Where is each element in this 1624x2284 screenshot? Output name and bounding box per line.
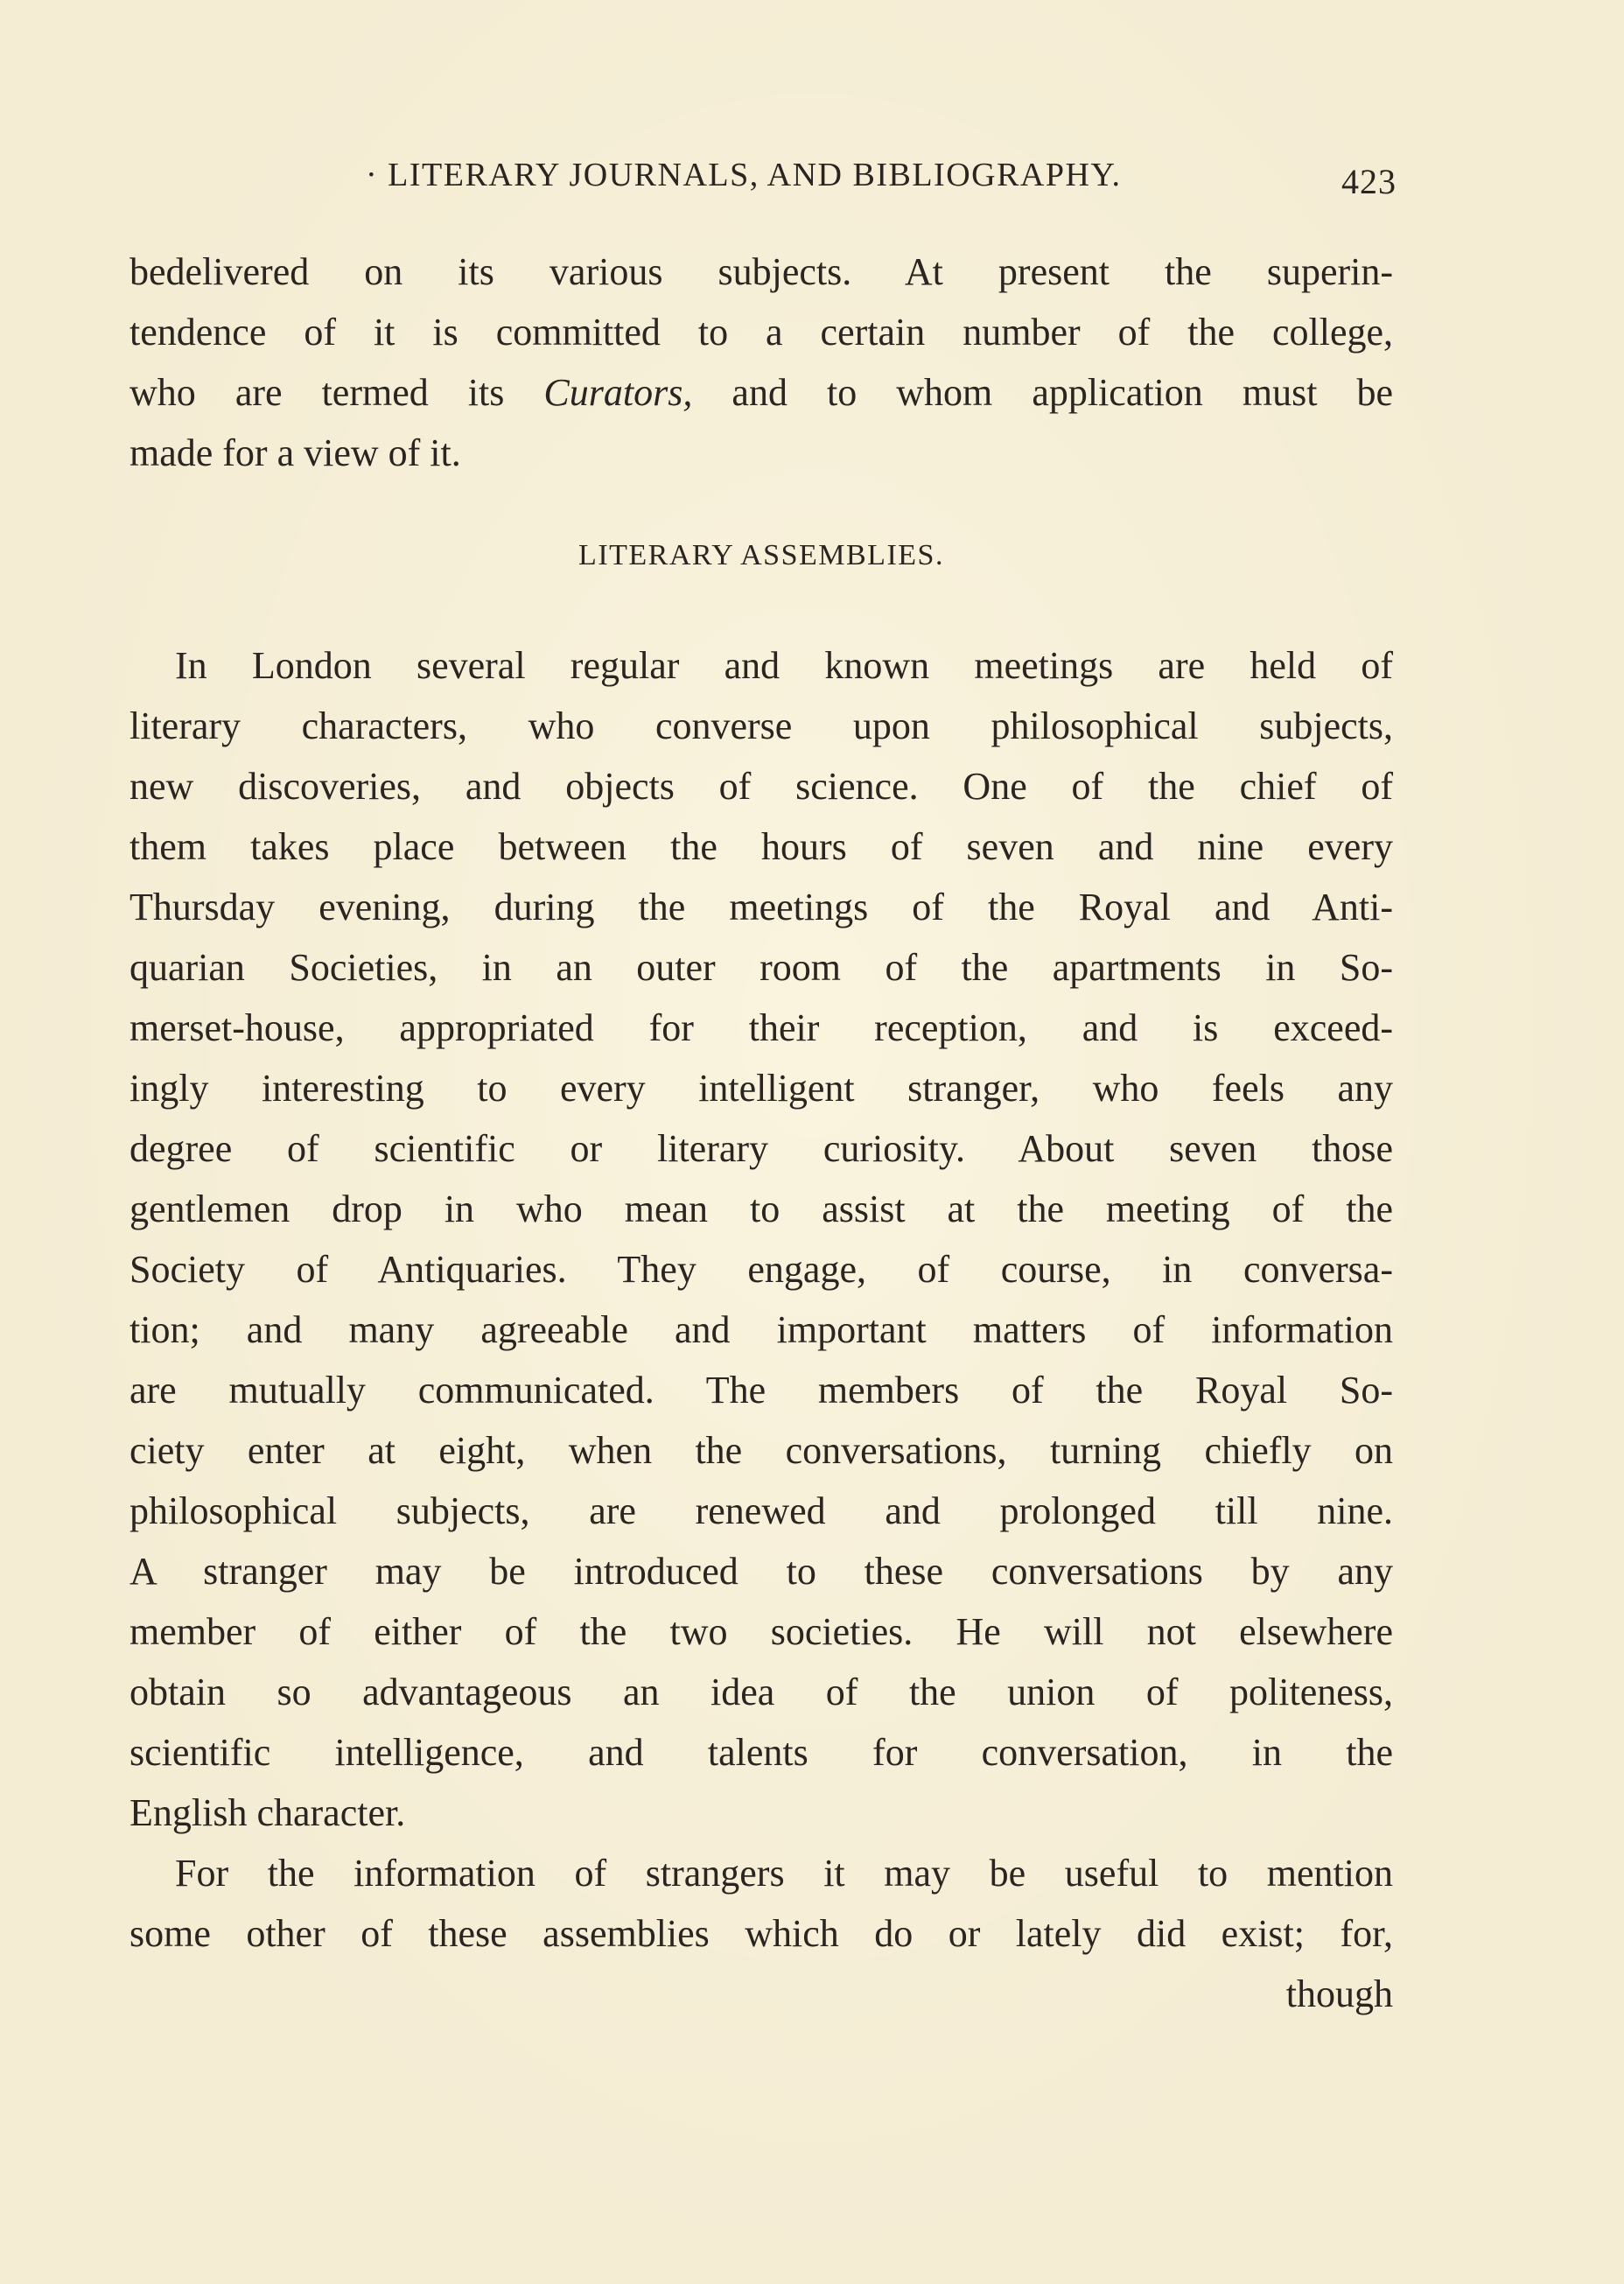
text-line: Society of Antiquaries. They engage, of course, in conversa- <box>130 1248 1393 1291</box>
text-line: ingly interesting to every intelligent stranger, who feels any <box>130 1067 1393 1110</box>
text-line: ciety enter at eight, when the conversations, turning chiefly on <box>130 1429 1393 1472</box>
text-line: gentlemen drop in who mean to assist at the meeting of the <box>130 1188 1393 1230</box>
catchword: though <box>1285 1972 1393 2015</box>
text-line: some other of these assemblies which do or lately did exist; for, <box>130 1912 1393 1955</box>
text-line <box>130 362 1393 423</box>
page-number: 423 <box>1341 162 1396 201</box>
text-line: tendence of it is committed to a certain number of the college, <box>130 311 1393 354</box>
text-line: scientific intelligence, and talents for conversation, in the <box>130 1731 1393 1774</box>
text-segment: and to whom application must be <box>692 371 1394 414</box>
paragraph-other-assemblies <box>130 1843 1393 2024</box>
paragraph-london-meetings <box>130 635 1393 1843</box>
section-heading: LITERARY ASSEMBLIES. <box>578 539 944 571</box>
text-line: tion; and many agreeable and important matters of information <box>130 1308 1393 1351</box>
text-segment: who are termed its <box>130 371 544 414</box>
text-line: member of either of the two societies. He will not elsewhere <box>130 1610 1393 1653</box>
text-line: A stranger may be introduced to these conversations by any <box>130 1550 1393 1593</box>
text-line: bedelivered on its various subjects. At present the superin- <box>130 250 1393 293</box>
text-line: them takes place between the hours of seven and nine every <box>130 825 1393 868</box>
running-title: · LITERARY JOURNALS, AND BIBLIOGRAPHY. <box>366 157 1122 193</box>
italic-term: Curators, <box>543 371 693 414</box>
text-line: For the information of strangers it may be useful to mention <box>175 1852 1393 1895</box>
paragraph-curators <box>130 242 1393 483</box>
text-line: merset-house, appropriated for their reception, and is exceed- <box>130 1006 1393 1049</box>
text-line: new discoveries, and objects of science. One of the chief of <box>130 765 1393 808</box>
text-line: made for a view of it. <box>130 431 461 474</box>
text-line: quarian Societies, in an outer room of the apartments in So- <box>130 946 1393 989</box>
text-line: are mutually communicated. The members of the Royal So- <box>130 1369 1393 1412</box>
text-line: Thursday evening, during the meetings of the Royal and Anti- <box>130 886 1393 928</box>
text-line: obtain so advantageous an idea of the union of politeness, <box>130 1671 1393 1713</box>
text-line: degree of scientific or literary curiosity. About seven those <box>130 1127 1393 1170</box>
body-text <box>130 242 1393 2024</box>
text-line: English character. <box>130 1791 406 1834</box>
text-line: philosophical subjects, are renewed and prolonged till nine. <box>130 1489 1393 1532</box>
text-line: In London several regular and known meetings are held of <box>175 644 1393 687</box>
page-header <box>130 156 1396 208</box>
text-line: literary characters, who converse upon philosophical subjects, <box>130 704 1393 747</box>
